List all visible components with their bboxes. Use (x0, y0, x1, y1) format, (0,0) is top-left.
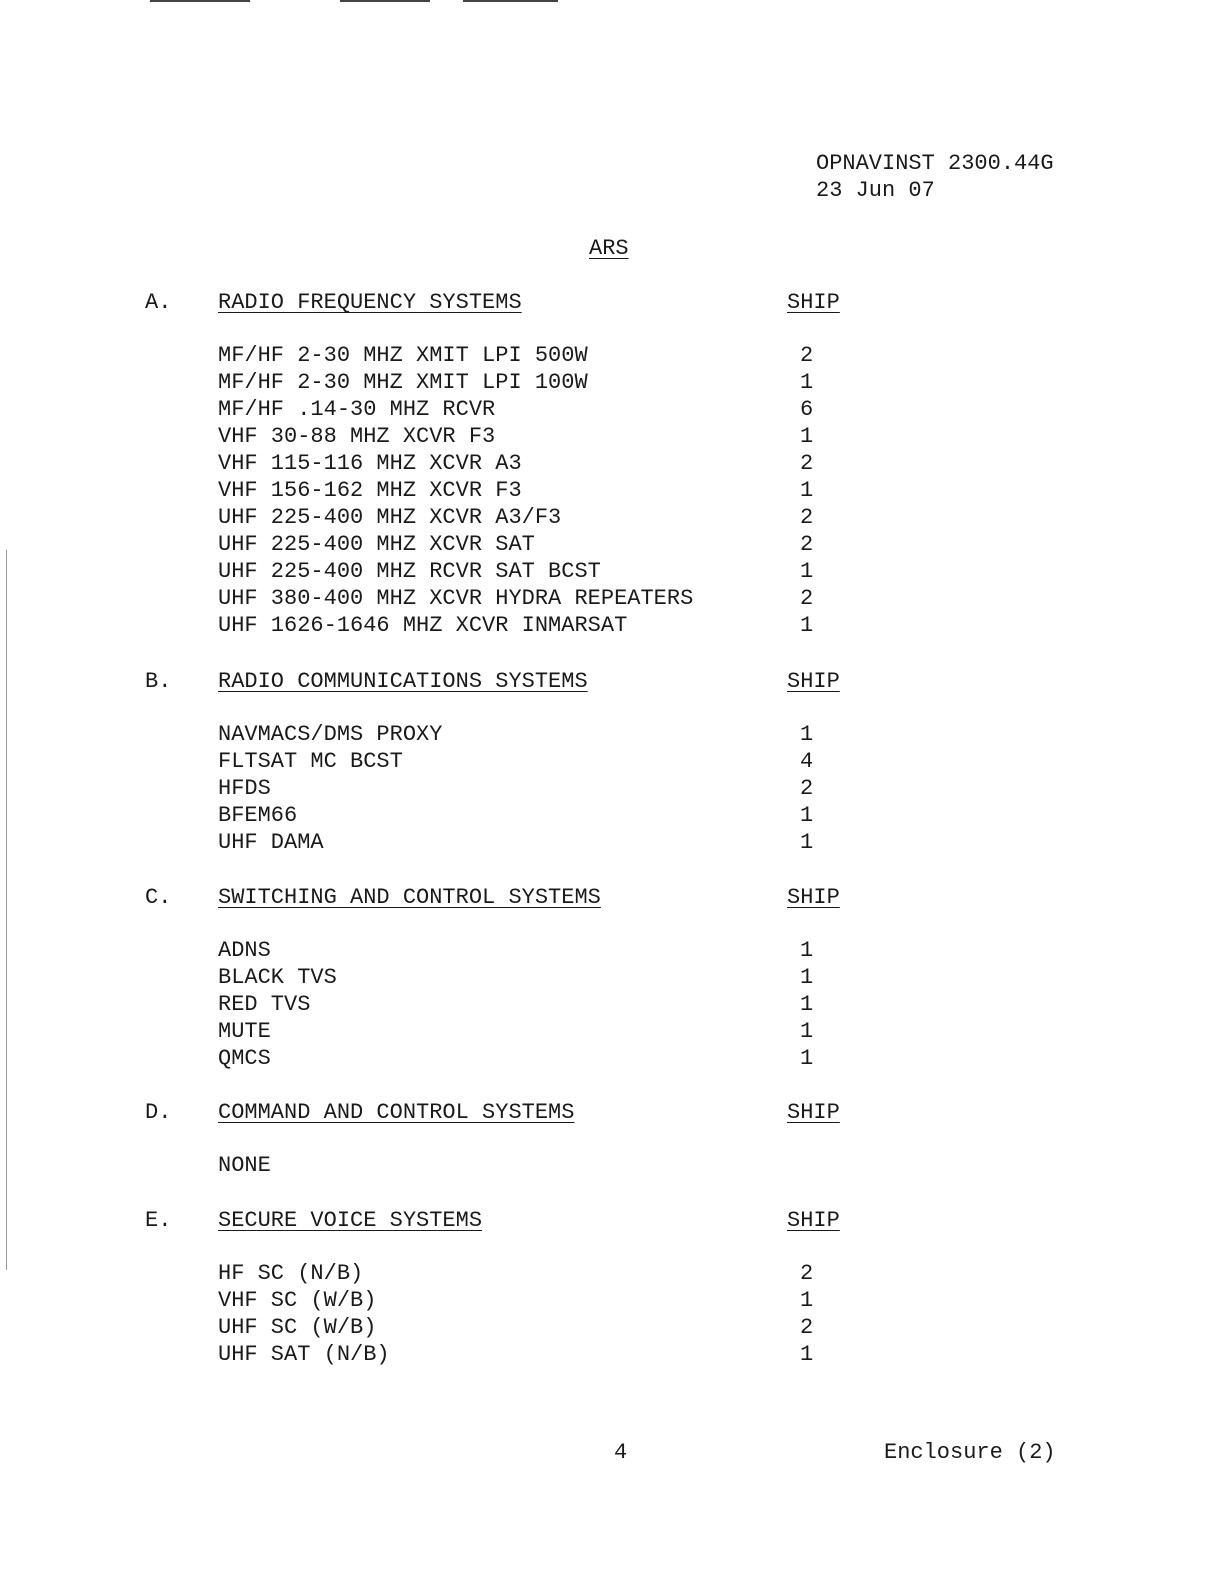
item-quantity: 2 (800, 1315, 814, 1340)
list-item: UHF DAMA (218, 830, 324, 855)
list-item: VHF 30-88 MHZ XCVR F3 (218, 424, 496, 449)
page-title: ARS (589, 236, 629, 261)
section-title: COMMAND AND CONTROL SYSTEMS (218, 1100, 575, 1125)
item-quantity: 6 (800, 397, 814, 422)
column-header-ship: SHIP (787, 885, 840, 910)
column-header-ship: SHIP (787, 1208, 840, 1233)
list-item: UHF SAT (N/B) (218, 1342, 390, 1367)
scan-margin-line (6, 550, 7, 1270)
item-quantity: 2 (800, 505, 814, 530)
item-quantity: 1 (800, 1019, 814, 1044)
list-item: MF/HF 2-30 MHZ XMIT LPI 500W (218, 343, 588, 368)
list-item: MUTE (218, 1019, 271, 1044)
list-item: BFEM66 (218, 803, 298, 828)
list-item: RED TVS (218, 992, 311, 1017)
list-item: VHF SC (W/B) (218, 1288, 377, 1313)
top-rule-3 (463, 0, 558, 2)
item-quantity: 1 (800, 1288, 814, 1313)
list-item: MF/HF 2-30 MHZ XMIT LPI 100W (218, 370, 588, 395)
column-header-ship: SHIP (787, 669, 840, 694)
list-item: UHF 225-400 MHZ XCVR SAT (218, 532, 535, 557)
list-item: BLACK TVS (218, 965, 337, 990)
item-quantity: 1 (800, 830, 814, 855)
item-quantity: 2 (800, 451, 814, 476)
list-item: UHF SC (W/B) (218, 1315, 377, 1340)
list-item: UHF 380-400 MHZ XCVR HYDRA REPEATERS (218, 586, 694, 611)
section-letter: A. (145, 290, 172, 315)
item-quantity: 1 (800, 613, 814, 638)
list-item: MF/HF .14-30 MHZ RCVR (218, 397, 496, 422)
item-quantity: 2 (800, 1261, 814, 1286)
item-quantity: 1 (800, 424, 814, 449)
list-item: FLTSAT MC BCST (218, 749, 403, 774)
document-id: OPNAVINST 2300.44G (816, 151, 1054, 176)
section-letter: E. (145, 1208, 172, 1233)
enclosure-label: Enclosure (2) (884, 1440, 1056, 1465)
item-quantity: 1 (800, 965, 814, 990)
list-item: HF SC (N/B) (218, 1261, 364, 1286)
item-quantity: 1 (800, 1046, 814, 1071)
list-item: ADNS (218, 938, 271, 963)
section-title: SECURE VOICE SYSTEMS (218, 1208, 483, 1233)
item-quantity: 1 (800, 938, 814, 963)
section-letter: C. (145, 885, 172, 910)
top-rule-1 (150, 0, 250, 2)
list-item: VHF 115-116 MHZ XCVR A3 (218, 451, 522, 476)
list-item: VHF 156-162 MHZ XCVR F3 (218, 478, 522, 503)
item-quantity: 1 (800, 722, 814, 747)
top-rule-2 (340, 0, 430, 2)
item-quantity: 1 (800, 559, 814, 584)
list-item: UHF 225-400 MHZ RCVR SAT BCST (218, 559, 601, 584)
list-item: UHF 225-400 MHZ XCVR A3/F3 (218, 505, 562, 530)
item-quantity: 1 (800, 803, 814, 828)
page-number: 4 (614, 1440, 628, 1465)
list-item: QMCS (218, 1046, 271, 1071)
section-letter: D. (145, 1100, 172, 1125)
column-header-ship: SHIP (787, 290, 840, 315)
section-letter: B. (145, 669, 172, 694)
item-quantity: 4 (800, 749, 814, 774)
item-quantity: 2 (800, 532, 814, 557)
document-date: 23 Jun 07 (816, 178, 935, 203)
list-item: HFDS (218, 776, 271, 801)
column-header-ship: SHIP (787, 1100, 840, 1125)
section-title: RADIO FREQUENCY SYSTEMS (218, 290, 522, 315)
section-title: SWITCHING AND CONTROL SYSTEMS (218, 885, 601, 910)
item-quantity: 1 (800, 992, 814, 1017)
item-quantity: 1 (800, 478, 814, 503)
list-item: NAVMACS/DMS PROXY (218, 722, 443, 747)
list-item: UHF 1626-1646 MHZ XCVR INMARSAT (218, 613, 628, 638)
item-quantity: 2 (800, 343, 814, 368)
item-quantity: 1 (800, 1342, 814, 1367)
section-title: RADIO COMMUNICATIONS SYSTEMS (218, 669, 588, 694)
item-quantity: 1 (800, 370, 814, 395)
item-quantity: 2 (800, 776, 814, 801)
list-item: NONE (218, 1153, 271, 1178)
item-quantity: 2 (800, 586, 814, 611)
